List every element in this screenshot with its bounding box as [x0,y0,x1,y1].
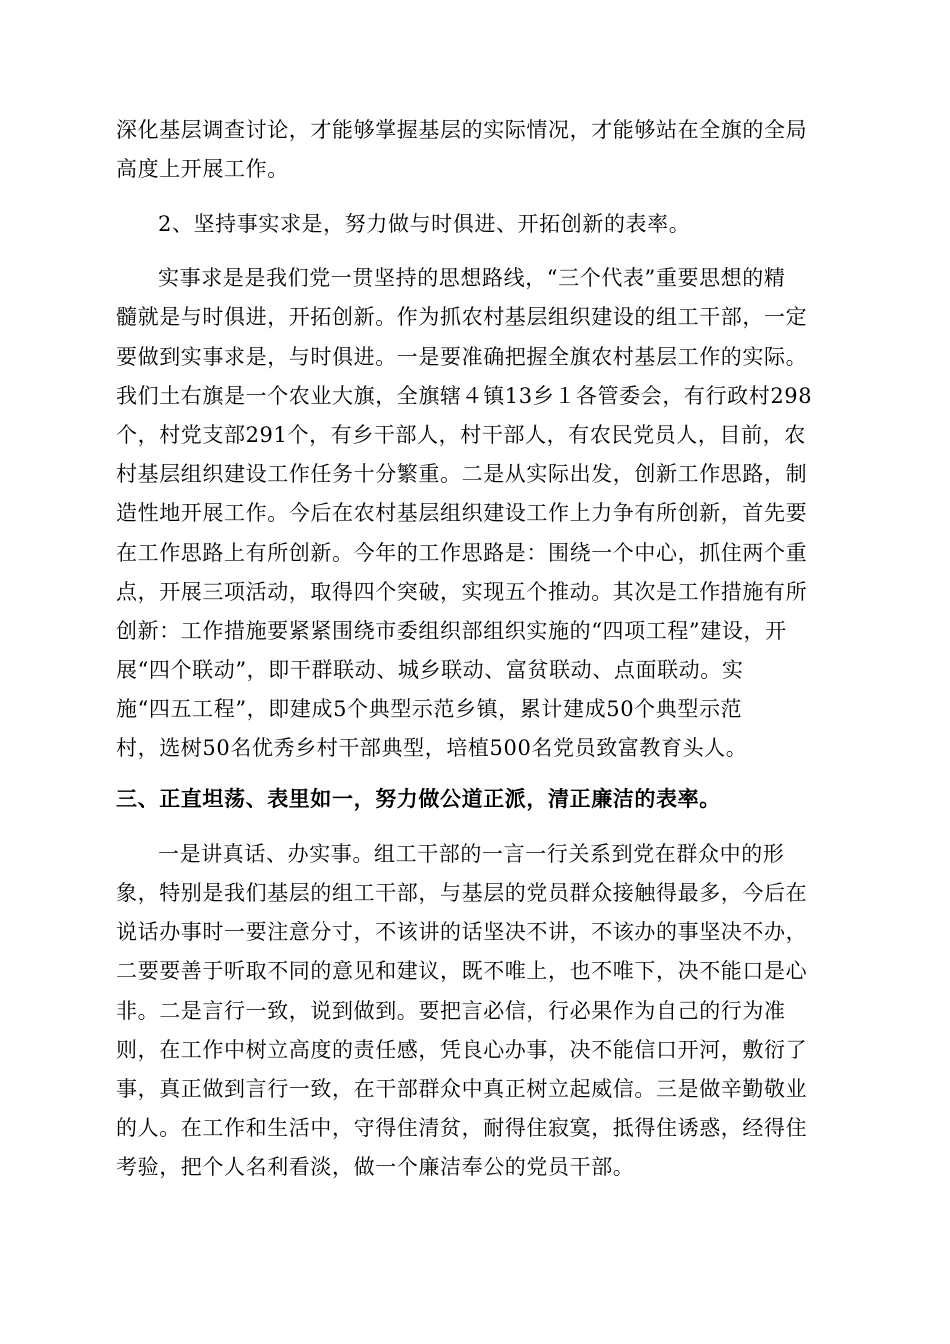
paragraph-line: 一是讲真话、办实事。组工干部的一言一行关系到党在群众中的形 [158,842,785,866]
paragraph-line: 施“四五工程”，即建成5个典型示范乡镇，累计建成50个典型示范 [116,697,743,721]
paragraph-line: 展“四个联动”，即干群联动、城乡联动、富贫联动、点面联动。实 [116,658,744,682]
paragraph-line: 实事求是是我们党一贯坚持的思想路线，“三个代表”重要思想的精 [158,266,786,290]
paragraph-line: 我们土右旗是一个农业大旗，全旗辖４镇13乡１各管委会，有行政村298 [116,384,813,408]
paragraph-line: 要做到实事求是，与时俱进。一是要准确把握全旗农村基层工作的实际。 [116,345,808,369]
paragraph-line: 创新：工作措施要紧紧围绕市委组织部组织实施的“四项工程”建设，开 [116,619,787,643]
section-heading: 三、正直坦荡、表里如一，努力做公道正派，清正廉洁的表率。 [116,786,721,811]
paragraph-line: 个，村党支部291个，有乡干部人，村干部人，有农民党员人，目前，农 [116,423,806,447]
paragraph-line: 点，开展三项活动，取得四个突破，实现五个推动。其次是工作措施有所 [116,580,808,604]
paragraph-line: 在工作思路上有所创新。今年的工作思路是：围绕一个中心，抓住两个重 [116,541,808,565]
section-heading: 2、坚持事实求是，努力做与时俱进、开拓创新的表率。 [158,212,691,236]
paragraph-line: 村基层组织建设工作任务十分繁重。二是从实际出发，创新工作思路，制 [116,462,808,486]
paragraph-line: 考验，把个人名利看淡，做一个廉洁奉公的党员干部。 [116,1155,635,1179]
paragraph-line: 说话办事时一要注意分寸，不该讲的话坚决不讲，不该办的事坚决不办， [116,920,808,944]
paragraph-line: 二要要善于听取不同的意见和建议，既不唯上，也不唯下，决不能口是心 [116,959,808,983]
paragraph-line: 的人。在工作和生活中，守得住清贫，耐得住寂寞，抵得住诱惑，经得住 [116,1116,808,1140]
paragraph-line: 造性地开展工作。今后在农村基层组织建设工作上力争有所创新，首先要 [116,501,808,525]
paragraph-line: 象，特别是我们基层的组工干部，与基层的党员群众接触得最多，今后在 [116,881,808,905]
paragraph-line: 村，选树50名优秀乡村干部典型，培植500名党员致富教育头人。 [116,736,748,760]
paragraph-line: 深化基层调查讨论，才能够掌握基层的实际情况，才能够站在全旗的全局 [116,118,808,142]
paragraph-line: 非。二是言行一致，说到做到。要把言必信，行必果作为自己的行为准 [116,999,786,1023]
paragraph-line: 则，在工作中树立高度的责任感，凭良心办事，决不能信口开河，敷衍了 [116,1038,808,1062]
paragraph-line: 高度上开展工作。 [116,157,289,181]
paragraph-line: 髓就是与时俱进，开拓创新。作为抓农村基层组织建设的组工干部，一定 [116,305,808,329]
paragraph-line: 事，真正做到言行一致，在干部群众中真正树立起威信。三是做辛勤敬业 [116,1077,808,1101]
